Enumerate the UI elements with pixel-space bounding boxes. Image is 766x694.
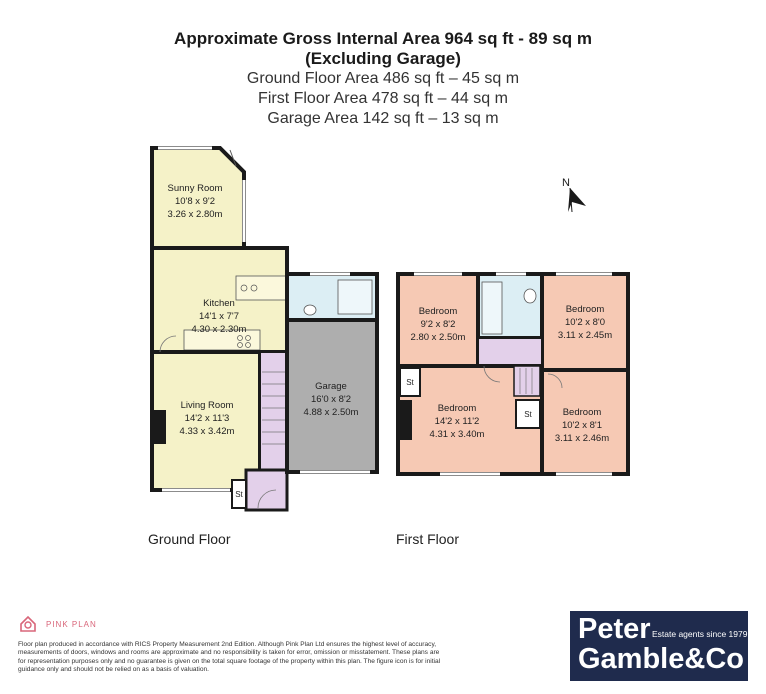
bedroom-4-metric: 3.11 x 2.46m bbox=[554, 433, 610, 444]
bedroom-2-metric: 3.11 x 2.45m bbox=[557, 330, 613, 341]
bedroom-3-imperial: 14'2 x 11'2 bbox=[434, 416, 480, 427]
pink-plan-text: PINK PLAN bbox=[46, 619, 97, 629]
first-floor-label: First Floor bbox=[396, 531, 459, 547]
logo-line-2: Gamble&Co bbox=[578, 643, 744, 675]
logo-line-1: Peter bbox=[578, 613, 651, 645]
logo-tagline: Estate agents since 1979 bbox=[652, 629, 748, 639]
bedroom-3-metric: 4.31 x 3.40m bbox=[429, 429, 485, 440]
first-store-1-name: St bbox=[406, 378, 414, 387]
garage-area: Garage Area 142 sq ft – 13 sq m bbox=[267, 110, 499, 127]
total-area-title: Approximate Gross Internal Area 964 sq ft - 89 sq m bbox=[174, 29, 592, 48]
kitchen-metric: 4.30 x 2.30m bbox=[191, 324, 247, 335]
bedroom-1-metric: 2.80 x 2.50m bbox=[410, 332, 466, 343]
living-room-name: Living Room bbox=[180, 400, 234, 411]
pink-plan-house-icon bbox=[18, 614, 38, 634]
bedroom-1-imperial: 9'2 x 8'2 bbox=[420, 319, 456, 330]
living-room-metric: 4.33 x 3.42m bbox=[179, 426, 235, 437]
compass-label: N bbox=[562, 177, 570, 189]
kitchen-imperial: 14'1 x 7'7 bbox=[198, 311, 240, 322]
north-compass bbox=[568, 188, 586, 212]
ground-store-name: St bbox=[235, 490, 243, 499]
first-floor-area: First Floor Area 478 sq ft – 44 sq m bbox=[258, 90, 508, 107]
agent-logo bbox=[570, 611, 748, 681]
ground-floor-area: Ground Floor Area 486 sq ft – 45 sq m bbox=[246, 70, 520, 87]
garage-name: Garage bbox=[315, 381, 347, 392]
bedroom-2-name: Bedroom bbox=[565, 304, 605, 315]
excluding-garage-note: (Excluding Garage) bbox=[305, 49, 461, 68]
kitchen-name: Kitchen bbox=[203, 298, 235, 309]
ground-hallway bbox=[260, 352, 287, 470]
first-store-2-name: St bbox=[524, 410, 532, 419]
bedroom-4-imperial: 10'2 x 8'1 bbox=[561, 420, 603, 431]
garage-imperial: 16'0 x 8'2 bbox=[310, 394, 352, 405]
living-room-imperial: 14'2 x 11'3 bbox=[184, 413, 230, 424]
sunny-room-imperial: 10'8 x 9'2 bbox=[174, 196, 216, 207]
porch bbox=[246, 470, 287, 510]
ground-floor-label: Ground Floor bbox=[148, 531, 231, 547]
disclaimer-text: Floor plan produced in accordance with RICS Property Measurement 2nd Edition. Although Pink Plan Ltd ensures the highest level of accuracy, measurements of doors, windows and rooms are approximate and no responsibility is taken for error, omission or misstatement. These plans are for representation purposes only and no guarantee is given on the total square footage of the property within this plan. The figure icon is for initial guidance only and should not be relied on as a basis of valuation. bbox=[18, 641, 441, 674]
sunny-room-metric: 3.26 x 2.80m bbox=[167, 209, 223, 220]
bedroom-1-name: Bedroom bbox=[418, 306, 458, 317]
pink-plan-brand bbox=[18, 614, 97, 634]
sunny-room-name: Sunny Room bbox=[167, 183, 223, 194]
bedroom-2-imperial: 10'2 x 8'0 bbox=[564, 317, 606, 328]
garage-metric: 4.88 x 2.50m bbox=[303, 407, 359, 418]
bedroom-4-name: Bedroom bbox=[562, 407, 602, 418]
landing bbox=[478, 338, 542, 368]
bedroom-3-name: Bedroom bbox=[437, 403, 477, 414]
